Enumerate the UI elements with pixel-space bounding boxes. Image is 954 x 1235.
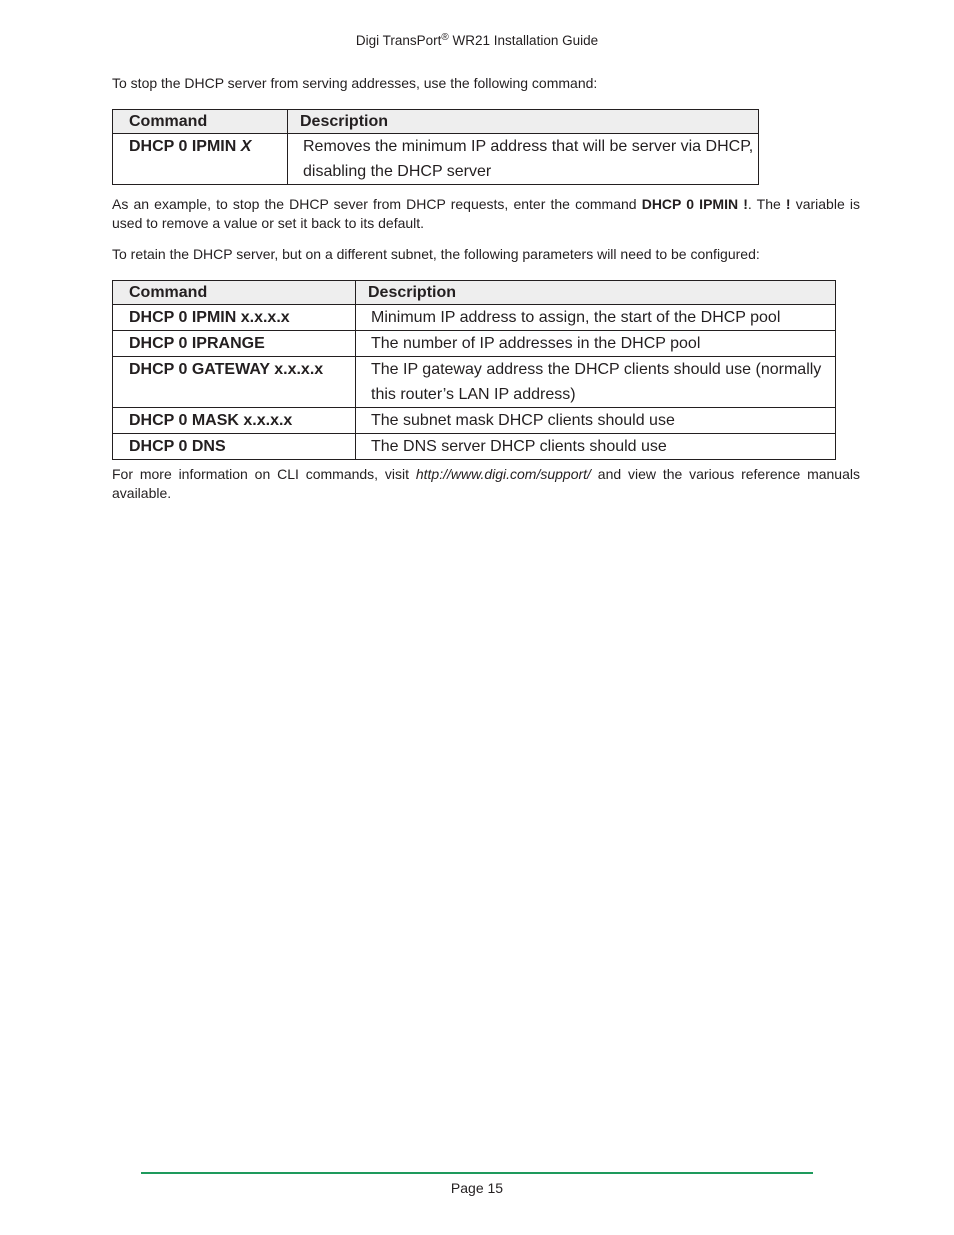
table-row xyxy=(113,357,836,408)
command-cell: DHCP 0 IPRANGE xyxy=(113,331,356,357)
example-command: DHCP 0 IPMIN ! xyxy=(641,196,748,212)
header-brand: Digi TransPort xyxy=(355,33,442,48)
dhcp-parameters-table xyxy=(112,280,836,460)
footer-divider xyxy=(141,1172,813,1174)
header-title: WR21 Installation Guide xyxy=(448,33,599,48)
command-cell: DHCP 0 IPMIN x.x.x.x xyxy=(113,305,356,331)
column-header-command: Command xyxy=(113,110,288,134)
page-header xyxy=(0,32,954,48)
command-variable: X xyxy=(240,138,252,155)
registered-mark: ® xyxy=(441,32,449,43)
table-row xyxy=(113,408,836,434)
command-cell: DHCP 0 MASK x.x.x.x xyxy=(113,408,356,434)
intro-paragraph-2: To retain the DHCP server, but on a different subnet, the following parameters will need to be configured: xyxy=(112,246,760,262)
description-cell: The IP gateway address the DHCP clients should use (normally this router’s LAN IP address) xyxy=(356,357,836,408)
table-row xyxy=(113,134,759,185)
command-cell xyxy=(113,134,288,185)
column-header-description: Description xyxy=(356,281,836,305)
example-bang: ! xyxy=(785,196,791,212)
example-text-2: . The xyxy=(747,196,786,212)
column-header-description: Description xyxy=(288,110,759,134)
command-text: DHCP 0 IPMIN xyxy=(129,138,241,155)
description-cell: Minimum IP address to assign, the start of the DHCP pool xyxy=(356,305,836,331)
table-header-row xyxy=(113,281,836,305)
table-header-row xyxy=(113,110,759,134)
page-number: Page 15 xyxy=(450,1180,504,1196)
ipmin-command-table xyxy=(112,109,759,185)
command-cell: DHCP 0 GATEWAY x.x.x.x xyxy=(113,357,356,408)
description-cell: The number of IP addresses in the DHCP pool xyxy=(356,331,836,357)
intro-paragraph-1: To stop the DHCP server from serving addresses, use the following command: xyxy=(112,75,598,91)
table-row xyxy=(113,331,836,357)
column-header-command: Command xyxy=(113,281,356,305)
support-url[interactable]: http://www.digi.com/support/ xyxy=(415,466,591,482)
description-cell: The DNS server DHCP clients should use xyxy=(356,434,836,460)
description-cell: The subnet mask DHCP clients should use xyxy=(356,408,836,434)
example-text-3: variable is used to remove a value or set it back to its default. xyxy=(112,196,860,231)
description-cell: Removes the minimum IP address that will be server via DHCP, disabling the DHCP server xyxy=(288,134,759,185)
more-info-text-2: and view the various reference manuals available. xyxy=(112,466,860,501)
command-cell: DHCP 0 DNS xyxy=(113,434,356,460)
table-row xyxy=(113,434,836,460)
table-row xyxy=(113,305,836,331)
example-text-1: As an example, to stop the DHCP sever from DHCP requests, enter the command xyxy=(112,196,642,212)
more-info-paragraph xyxy=(112,465,860,503)
more-info-text-1: For more information on CLI commands, visit xyxy=(112,466,416,482)
example-paragraph xyxy=(112,195,860,233)
